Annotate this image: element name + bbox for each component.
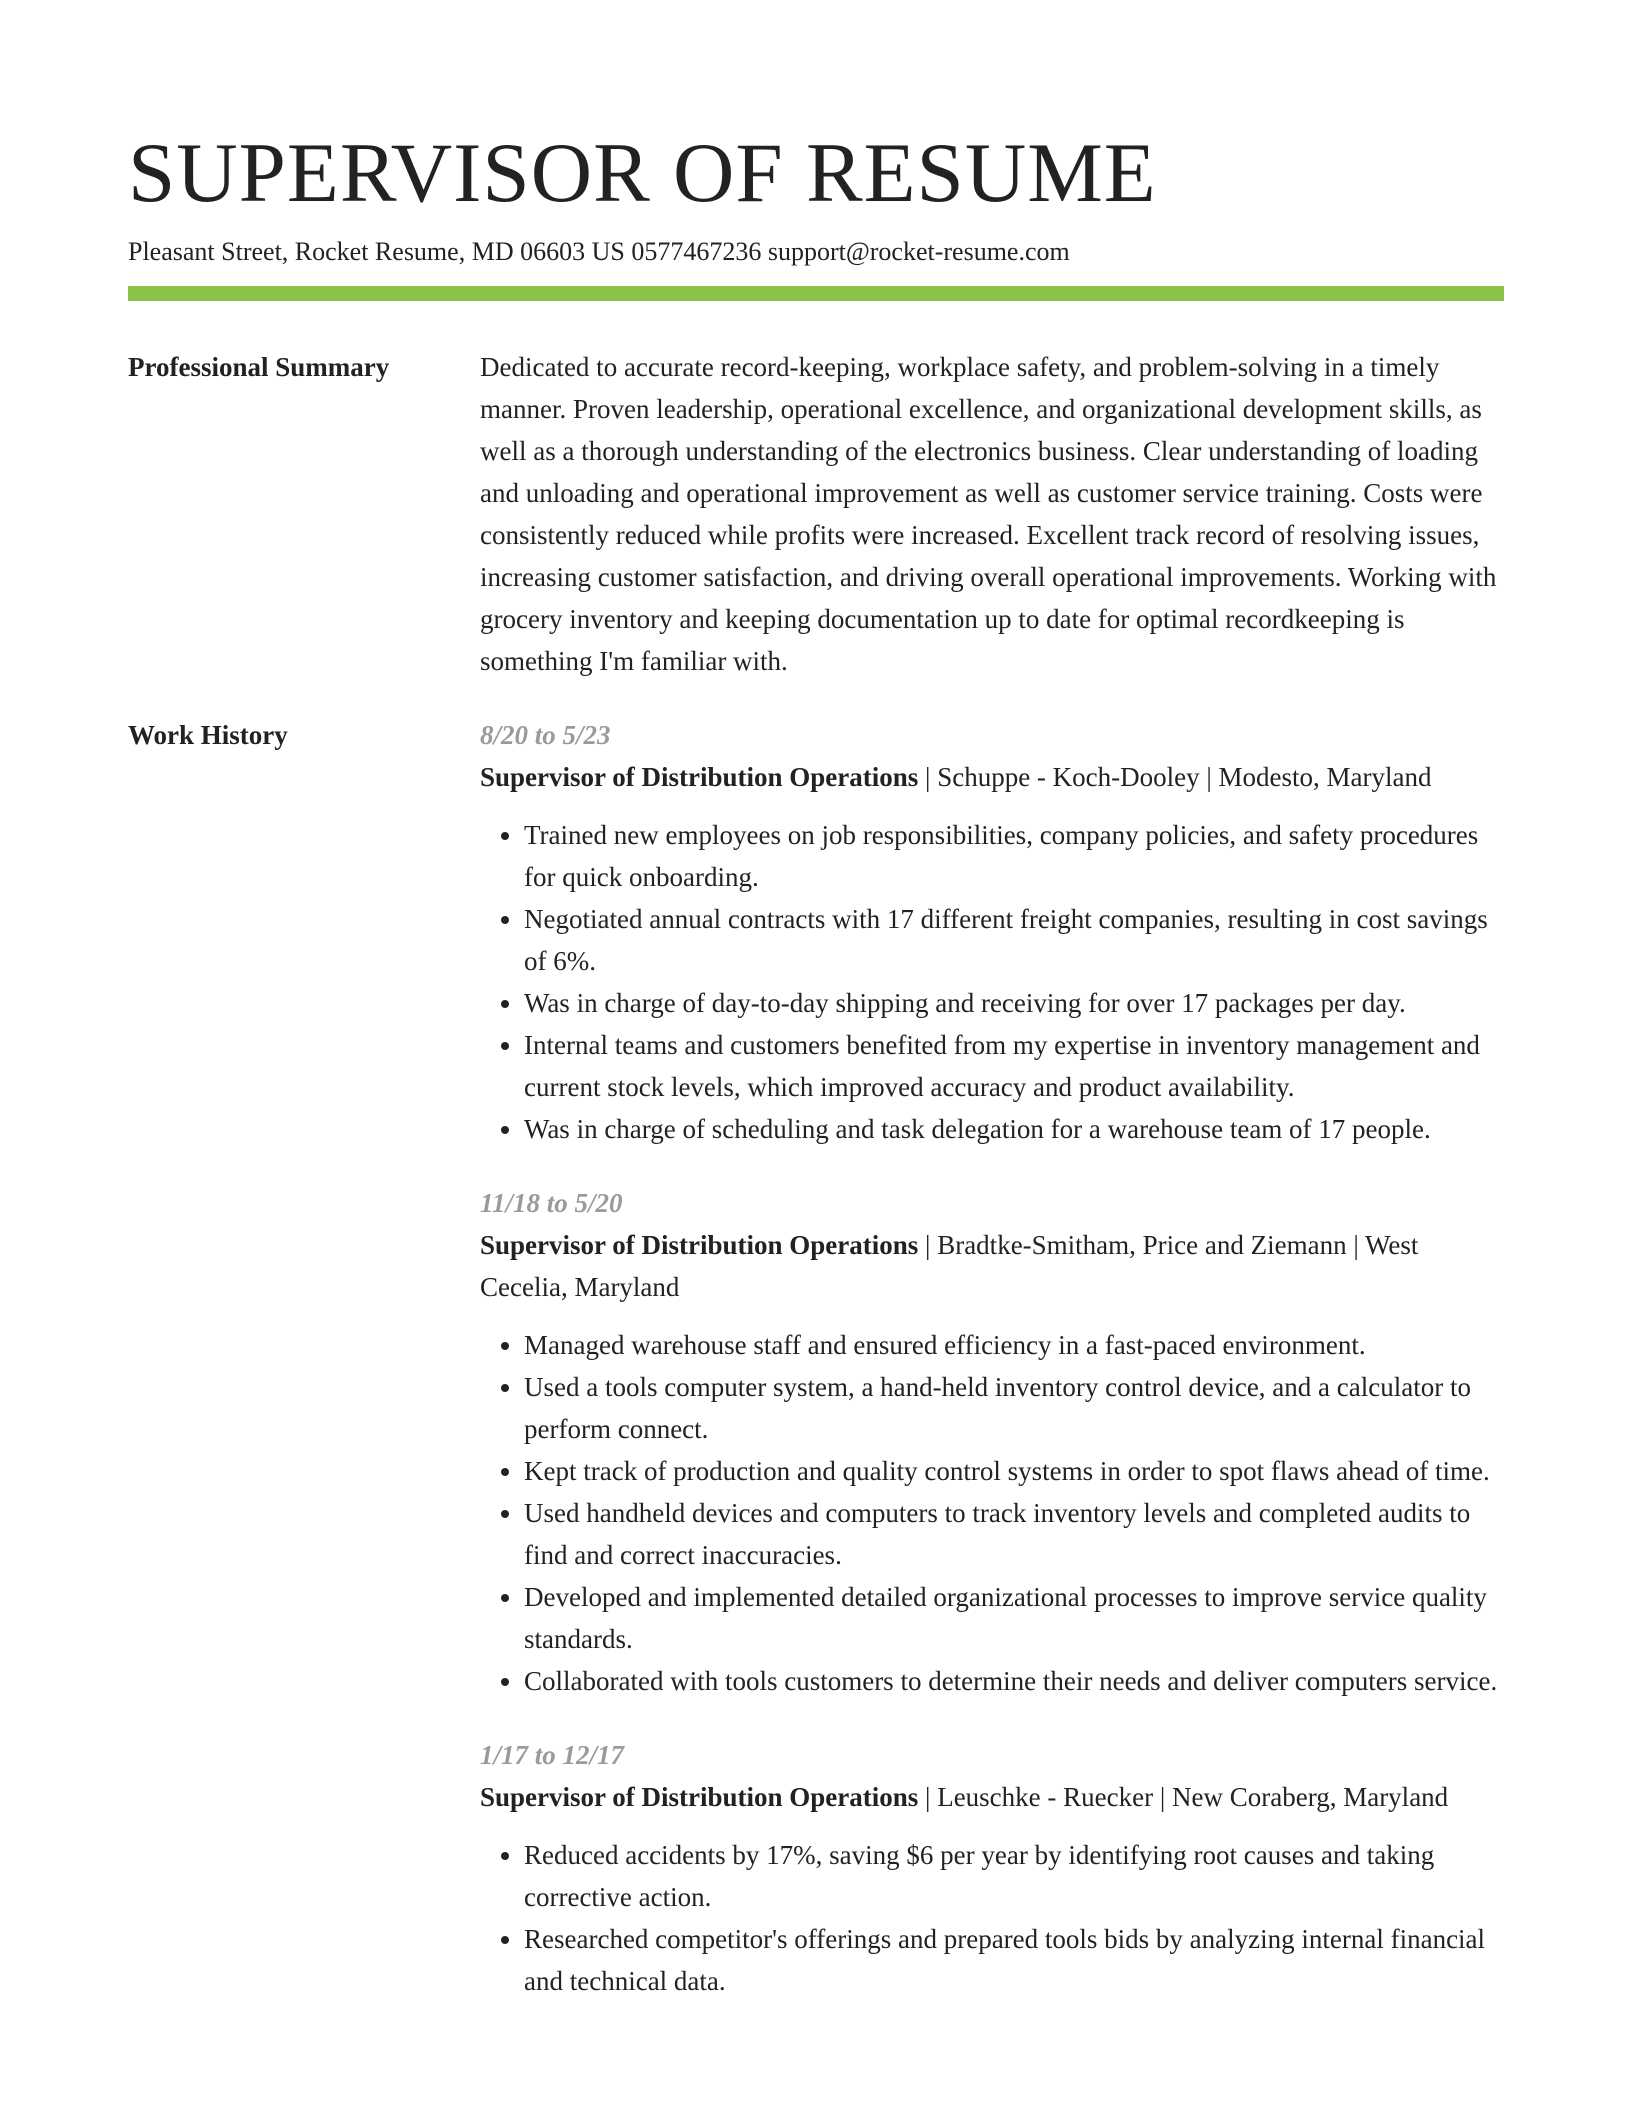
job-bullet: • Was in charge of scheduling and task delegation for a warehouse team of 17 people. (524, 1108, 1504, 1150)
summary-heading: Professional Summary (128, 352, 390, 382)
job-bullets (480, 1324, 1504, 1702)
job-entry (480, 714, 1504, 1150)
job-title: Supervisor of Distribution Operations (480, 762, 919, 792)
job-bullet: • Used a tools computer system, a hand-held inventory control device, and a calculator to perform connect. (524, 1366, 1504, 1450)
job-bullet: • Internal teams and customers benefited from my expertise in inventory management and current stock levels, which improved accuracy and product availability. (524, 1024, 1504, 1108)
job-bullet: • Managed warehouse staff and ensured efficiency in a fast-paced environment. (524, 1324, 1504, 1366)
job-title: Supervisor of Distribution Operations (480, 1782, 919, 1812)
candidate-name: SUPERVISOR OF RESUME (128, 126, 1157, 220)
job-bullet: • Kept track of production and quality control systems in order to spot flaws ahead of time. (524, 1450, 1504, 1492)
summary-text: Dedicated to accurate record-keeping, workplace safety, and problem-solving in a timely manner. Proven leadership, operational excellence, and organizational development skills, as well as a thorough understanding of the electronics business. Clear understanding of loading and unloading and operational improvement as well as customer service training. Costs were consistently reduced while profits were increased. Excellent track record of resolving issues, increasing customer satisfaction, and driving overall operational improvements. Working with grocery inventory and keeping documentation up to date for optimal recordkeeping is something I'm familiar with. (480, 352, 1497, 676)
job-title: Supervisor of Distribution Operations (480, 1230, 919, 1260)
job-bullet: • Reduced accidents by 17%, saving $6 per year by identifying root causes and taking corrective action. (524, 1834, 1504, 1918)
work-history-heading: Work History (128, 720, 288, 750)
job-employer-location: | Bradtke-Smitham, Price and Ziemann | West Cecelia, Maryland (480, 1230, 1419, 1302)
job-bullet: • Researched competitor's offerings and prepared tools bids by analyzing internal financial and technical data. (524, 1918, 1504, 2002)
job-bullet: • Negotiated annual contracts with 17 different freight companies, resulting in cost savings of 6%. (524, 898, 1504, 982)
job-heading-line (480, 1224, 1504, 1308)
job-bullet: • Trained new employees on job responsibilities, company policies, and safety procedures for quick onboarding. (524, 814, 1504, 898)
job-bullet: • Developed and implemented detailed organizational processes to improve service quality standards. (524, 1576, 1504, 1660)
job-employer-location: | Leuschke - Ruecker | New Coraberg, Maryland (918, 1782, 1449, 1812)
job-dates: 8/20 to 5/23 (480, 720, 611, 750)
job-dates: 1/17 to 12/17 (480, 1740, 625, 1770)
job-dates: 11/18 to 5/20 (480, 1188, 623, 1218)
work-history-body (480, 714, 1504, 2034)
job-bullets (480, 814, 1504, 1150)
job-bullet: • Collaborated with tools customers to determine their needs and deliver computers service. (524, 1660, 1504, 1702)
summary-body (480, 346, 1504, 682)
job-heading-line (480, 756, 1504, 798)
job-entry (480, 1734, 1504, 2002)
resume-header (128, 118, 1504, 272)
job-entry (480, 1182, 1504, 1702)
job-bullets (480, 1834, 1504, 2002)
job-bullet: • Used handheld devices and computers to track inventory levels and completed audits to find and correct inaccuracies. (524, 1492, 1504, 1576)
contact-line: Pleasant Street, Rocket Resume, MD 06603 US 0577467236 support@rocket-resume.com (128, 237, 1070, 266)
job-bullet: • Was in charge of day-to-day shipping and receiving for over 17 packages per day. (524, 982, 1504, 1024)
accent-divider (128, 286, 1504, 301)
job-employer-location: | Schuppe - Koch-Dooley | Modesto, Maryland (918, 762, 1432, 792)
job-heading-line (480, 1776, 1504, 1818)
